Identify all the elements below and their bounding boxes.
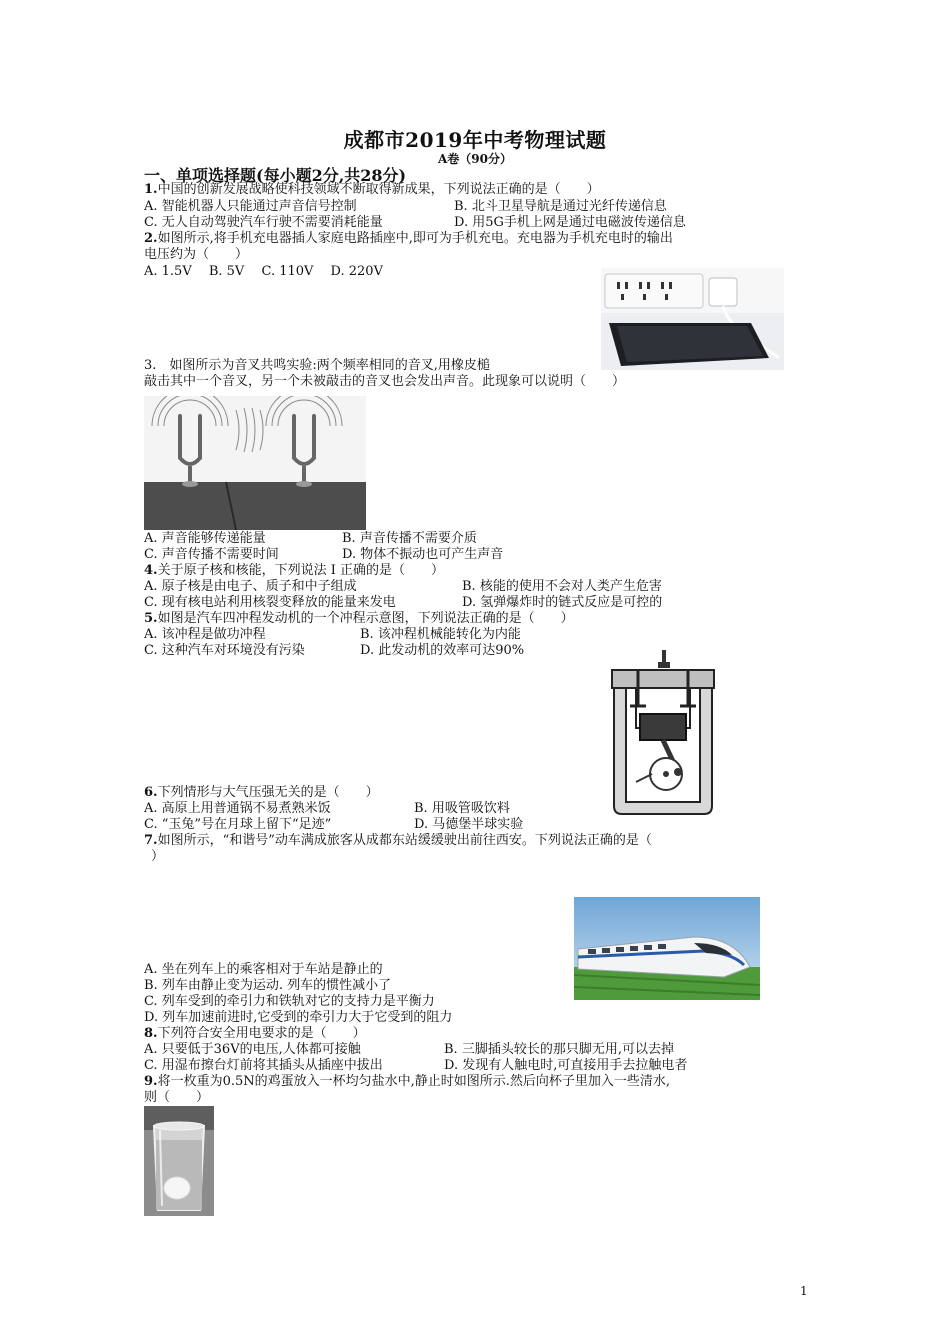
engine-stroke-diagram — [608, 646, 718, 816]
page-subtitle: A卷（90分） — [437, 152, 512, 166]
q4-option-a: A. 原子核是由电子、质子和中子组成 — [144, 579, 357, 594]
q3-options-row2 — [144, 547, 504, 563]
q3-stem-1: 如图所示为音叉共鸣实验:两个频率相同的音叉,用橡皮槌 — [156, 358, 490, 373]
q5-option-a: A. 该冲程是做功冲程 — [144, 627, 266, 642]
q6-stem: 下列情形与大气压强无关的是（ ） — [157, 785, 379, 800]
q4-stem-line — [144, 563, 444, 579]
q5-option-d: D. 此发动机的效率可达90% — [360, 643, 525, 658]
q1-option-a: A. 智能机器人只能通过声音信号控制 — [144, 199, 357, 214]
q5-number: 5. — [144, 611, 158, 626]
q5-options-row1 — [144, 627, 521, 643]
q8-options-row2 — [144, 1058, 688, 1074]
q1-number: 1. — [144, 182, 158, 197]
q1-stem-line — [144, 182, 600, 198]
q5-option-b: B. 该冲程机械能转化为内能 — [360, 627, 521, 642]
q1-option-b: B. 北斗卫星导航是通过光纤传递信息 — [454, 199, 667, 214]
q1-option-c: C. 无人自动驾驶汽车行驶不需要消耗能量 — [144, 215, 383, 230]
page-title: 成都市2019年中考物理试题 — [343, 128, 607, 152]
q8-option-d: D. 发现有人触电时,可直接用手去拉触电者 — [444, 1058, 688, 1073]
q9-stem-line1 — [144, 1074, 670, 1090]
q3-number: 3. — [144, 358, 157, 373]
q3-stem-line1 — [144, 358, 490, 374]
q4-options-row2 — [144, 595, 663, 611]
q2-number: 2. — [144, 231, 158, 246]
q6-option-b: B. 用吸管吸饮料 — [414, 801, 510, 816]
q5-options-row2 — [144, 643, 525, 659]
q4-number: 4. — [144, 563, 158, 578]
q8-number: 8. — [144, 1026, 158, 1041]
q8-option-b: B. 三脚插头较长的那只脚无用,可以去掉 — [444, 1042, 674, 1057]
page-number: 1 — [800, 1284, 808, 1298]
q5-stem: 如图是汽车四冲程发动机的一个冲程示意图，下列说法正确的是（ ） — [157, 611, 574, 626]
q7-option-c: C. 列车受到的牵引力和铁轨对它的支持力是平衡力 — [144, 994, 435, 1009]
q9-stem-2: 则（ ） — [144, 1090, 210, 1105]
q6-stem-line — [144, 785, 379, 801]
q3-stem-2: 敲击其中一个音叉，另一个未被敲击的音叉也会发出声音。此现象可以说明（ ） — [144, 374, 626, 389]
q8-option-a: A. 只要低于36V的电压,人体都可接触 — [144, 1042, 361, 1057]
q7-stem-1: 如图所示，“和谐号”动车满成旅客从成都东站缓缓驶出前往西安。下列说法正确的是（ — [157, 833, 652, 848]
q7-stem-line1 — [144, 833, 652, 849]
q1-option-d: D. 用5G手机上网是通过电磁波传递信息 — [454, 215, 686, 230]
q7-option-a: A. 坐在列车上的乘客相对于车站是静止的 — [144, 962, 383, 977]
q3-options-row1 — [144, 531, 477, 547]
q5-stem-line — [144, 611, 574, 627]
q6-number: 6. — [144, 785, 158, 800]
q4-option-d: D. 氢弹爆炸时的链式反应是可控的 — [462, 595, 663, 610]
q6-options-row2 — [144, 817, 524, 833]
q6-options-row1 — [144, 801, 510, 817]
q2-stem-1: 如图所示,将手机充电器插人家庭电路插座中,即可为手机充电。充电器为手机充电时的输出 — [157, 231, 673, 246]
q9-number: 9. — [144, 1074, 158, 1089]
q4-stem: 关于原子核和核能，下列说法 I 正确的是（ ） — [157, 563, 444, 578]
q9-stem-1: 将一枚重为0.5N的鸡蛋放入一杯均匀盐水中,静止时如图所示.然后向杯子里加入一些清水, — [157, 1074, 671, 1089]
q8-stem: 下列符合安全用电要求的是（ ） — [157, 1026, 366, 1041]
q7-number: 7. — [144, 833, 158, 848]
q5-option-c: C. 这种汽车对环境没有污染 — [144, 643, 305, 658]
q2-stem-2: 电压约为（ ） — [144, 247, 249, 262]
q6-option-a: A. 高原上用普通锅不易煮熟米饭 — [144, 801, 331, 816]
q1-options-row1 — [144, 199, 667, 215]
q6-option-d: D. 马德堡半球实验 — [414, 817, 524, 832]
q6-option-c: C. “玉兔”号在月球上留下“足迹” — [144, 817, 332, 832]
q8-options-row1 — [144, 1042, 674, 1058]
q3-option-b: B. 声音传播不需要介质 — [342, 531, 477, 546]
high-speed-train-image — [574, 897, 760, 1000]
egg-in-salt-water-image — [144, 1106, 214, 1216]
q2-stem-line1 — [144, 231, 673, 247]
q4-options-row1 — [144, 579, 662, 595]
q2-options: A. 1.5V B. 5V C. 110V D. 220V — [144, 264, 383, 279]
q7-option-d: D. 列车加速前进时,它受到的牵引力大于它受到的阻力 — [144, 1010, 453, 1025]
q7-stem-2: ） — [151, 849, 165, 864]
q7-option-b: B. 列车由静止变为运动. 列车的惯性减小了 — [144, 978, 392, 993]
phone-charger-image — [601, 268, 784, 370]
q8-option-c: C. 用湿布擦台灯前将其插头从插座中拔出 — [144, 1058, 383, 1073]
q1-options-row2 — [144, 215, 686, 231]
section-heading: 一、单项选择题(每小题2分,共28分) — [144, 166, 407, 185]
q3-option-d: D. 物体不振动也可产生声音 — [342, 547, 504, 562]
q1-stem: 中国的创新发展战略使科技领域不断取得新成果，下列说法正确的是（ ） — [157, 182, 600, 197]
q3-option-a: A. 声音能够传递能量 — [144, 531, 266, 546]
q8-stem-line — [144, 1026, 366, 1042]
q3-option-c: C. 声音传播不需要时间 — [144, 547, 279, 562]
tuning-fork-image — [144, 396, 366, 530]
q4-option-c: C. 现有核电站利用核裂变释放的能量来发电 — [144, 595, 396, 610]
q4-option-b: B. 核能的使用不会对人类产生危害 — [462, 579, 662, 594]
